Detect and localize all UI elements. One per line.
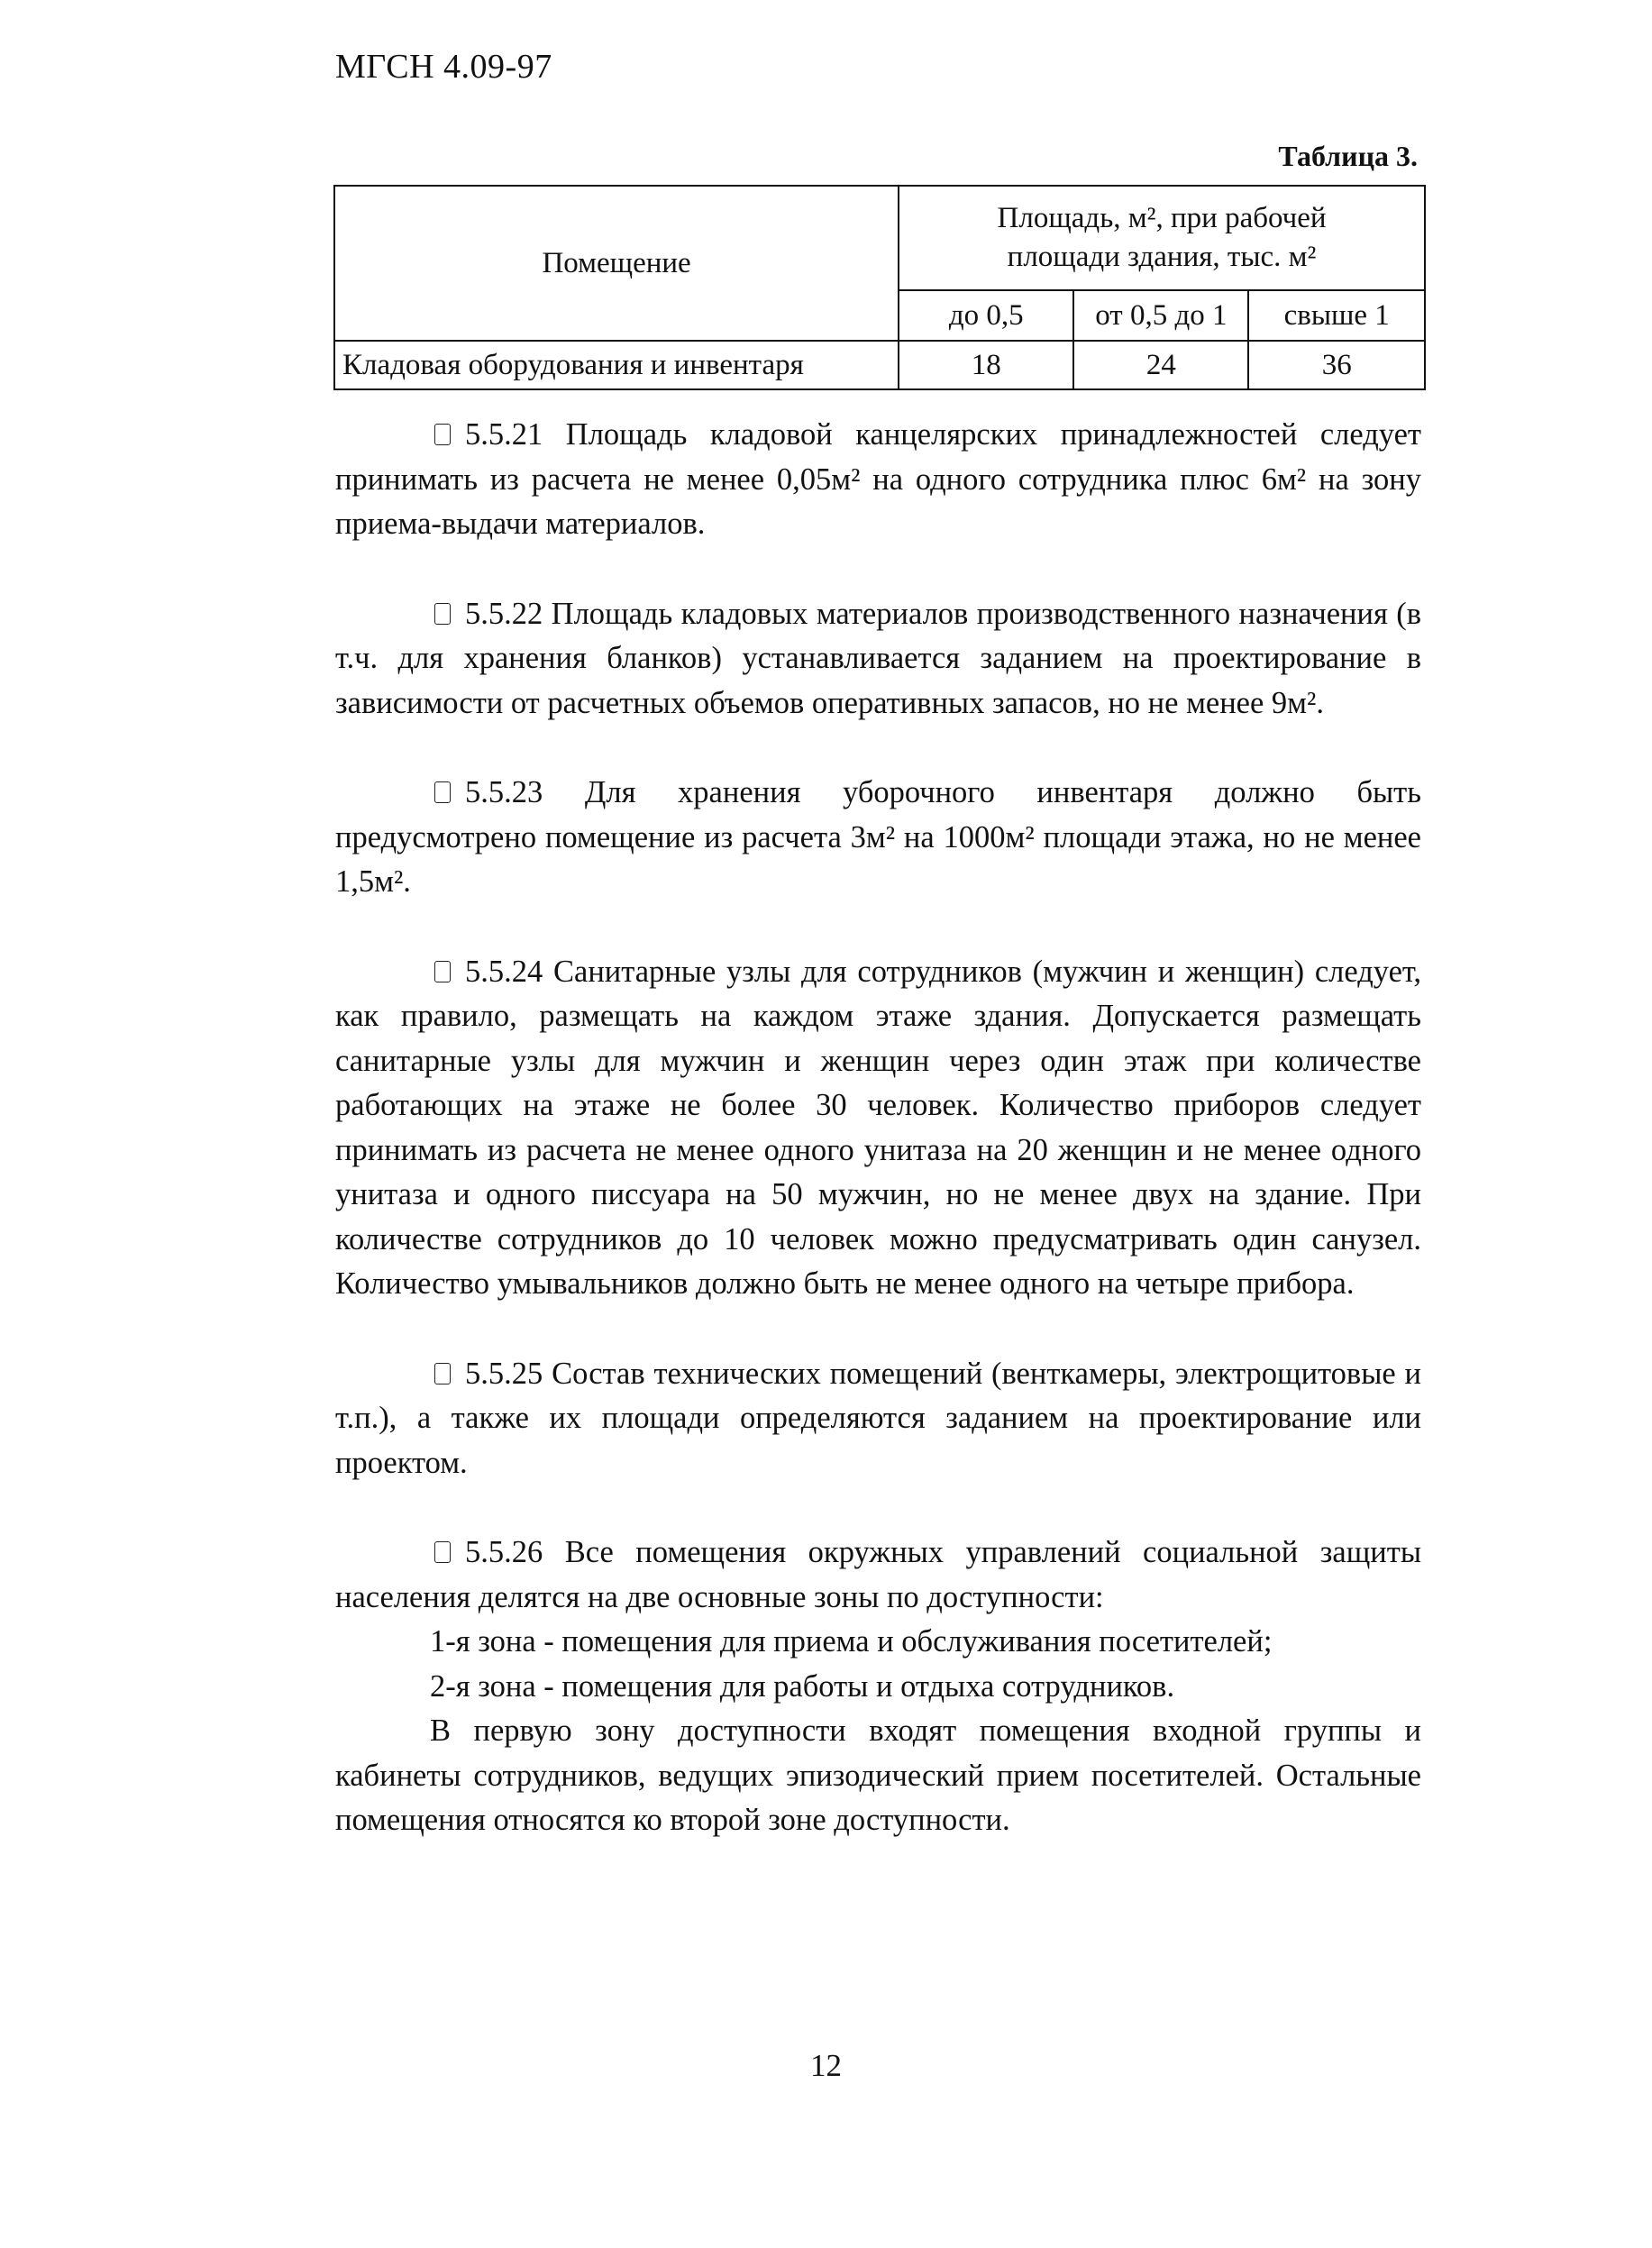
zone-item: 1-я зона - помещения для приема и обслуживания посетителей; xyxy=(430,1624,1273,1659)
paragraph xyxy=(335,413,1421,547)
paragraph xyxy=(335,771,1421,905)
table-header-area-line1: Площадь, м², при рабочей xyxy=(997,202,1327,235)
table-row xyxy=(334,341,1425,389)
page-number: 12 xyxy=(810,2048,842,2083)
table-cell-value: 24 xyxy=(1073,341,1248,389)
table-subheader: от 0,5 до 1 xyxy=(1073,290,1248,341)
table-header-room: Помещение xyxy=(334,186,899,341)
checkbox-marker-icon xyxy=(434,781,451,803)
checkbox-marker-icon xyxy=(434,961,451,982)
paragraph xyxy=(335,1531,1421,1620)
paragraph-text: 5.5.23 Для хранения уборочного инвентаря должно быть предусмотрено помещение из расчета 3м² на 1000м² площади этажа, но не менее 1,5м². xyxy=(335,775,1421,899)
zone-item: 2-я зона - помещения для работы и отдыха сотрудников. xyxy=(430,1668,1175,1704)
paragraph xyxy=(335,592,1421,726)
paragraph-text: 5.5.24 Санитарные узлы для сотрудников (мужчин и женщин) следует, как правило, размещать на каждом этаже здания. Допускается размещать санитарные узлы для мужчин и женщин через один этаж при количестве работающих на этаже не более 30 человек. Количество приборов следует принимать из расчета не менее одного унитаза на 20 женщин и не менее одного унитаза и одного писсуара на 50 мужчин, но не менее двух на здание. При количестве сотрудников до 10 человек можно предусматривать один санузел. Количество умывальников должно быть не менее одного на четыре прибора. xyxy=(335,954,1421,1301)
paragraph-text: 5.5.21 Площадь кладовой канцелярских принадлежностей следует принимать из расчета не менее 0,05м² на одного сотрудника плюс 6м² на зону приема-выдачи материалов. xyxy=(335,417,1421,541)
area-table xyxy=(333,185,1426,390)
paragraph-text: 5.5.22 Площадь кладовых материалов производственного назначения (в т.ч. для хранения бланков) устанавливается заданием на проектирование в зависимости от расчетных объемов оперативных запасов, но не менее 9м². xyxy=(335,596,1421,720)
document-body xyxy=(335,413,1421,1843)
paragraph-text: 5.5.26 Все помещения окружных управлений социальной защиты населения делятся на две основные зоны по доступности: xyxy=(335,1535,1421,1614)
paragraph xyxy=(335,1352,1421,1486)
table-header-area xyxy=(899,186,1425,290)
checkbox-marker-icon xyxy=(434,1363,451,1384)
paragraph xyxy=(335,950,1421,1307)
table-cell-value: 18 xyxy=(899,341,1073,389)
table-caption: Таблица 3. xyxy=(1278,140,1418,172)
table-subheader: свыше 1 xyxy=(1248,290,1425,341)
checkbox-marker-icon xyxy=(434,1541,451,1563)
document-code: МГСН 4.09-97 xyxy=(335,48,552,86)
closing-paragraph: В первую зону доступности входят помещения входной группы и кабинеты сотрудников, ведущих эпизодический прием посетителей. Остальные помещения относятся ко второй зоне доступности. xyxy=(335,1713,1421,1837)
paragraph-text: 5.5.25 Состав технических помещений (венткамеры, электрощитовые и т.п.), а также их площади определяются заданием на проектирование или проектом. xyxy=(335,1356,1421,1480)
checkbox-marker-icon xyxy=(434,603,451,625)
table-cell-room: Кладовая оборудования и инвентаря xyxy=(334,341,899,389)
table-cell-value: 36 xyxy=(1248,341,1425,389)
table-header-area-line2: площади здания, тыс. м² xyxy=(1007,241,1317,273)
checkbox-marker-icon xyxy=(434,424,451,445)
table-subheader: до 0,5 xyxy=(899,290,1073,341)
